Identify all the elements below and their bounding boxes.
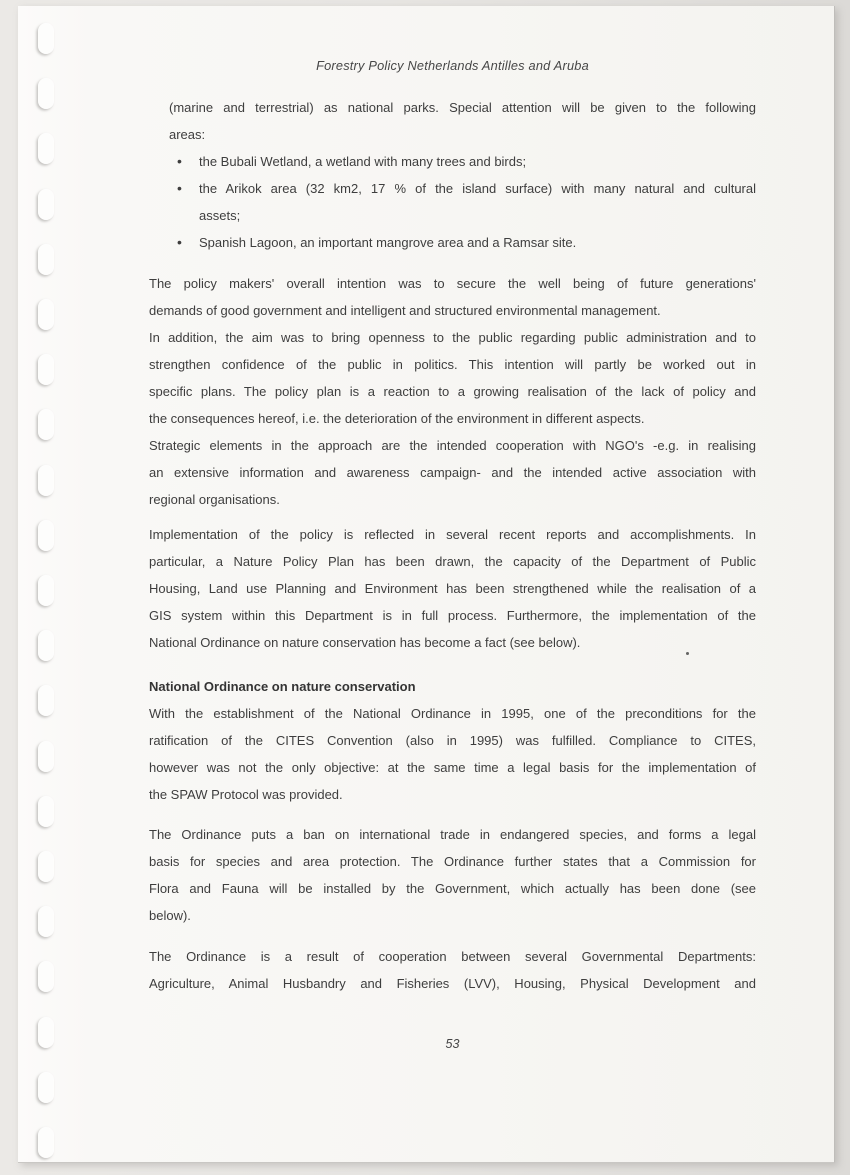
- binding-hole: [38, 796, 54, 827]
- text-line: an extensive information and awareness campaign- and the intended active association with: [149, 465, 756, 480]
- binding-hole: [38, 575, 54, 606]
- text-line: GIS system within this Department is in full process. Furthermore, the implementation of the: [149, 608, 756, 623]
- paragraph: [149, 821, 756, 929]
- binding-hole: [38, 244, 54, 275]
- text-line: (marine and terrestrial) as national parks. Special attention will be given to the following: [169, 100, 756, 115]
- binding-hole: [38, 520, 54, 551]
- binding-hole: [38, 409, 54, 440]
- binding-hole: [38, 851, 54, 882]
- text-line: Strategic elements in the approach are the intended cooperation with NGO's -e.g. in realising: [149, 438, 756, 453]
- binding-hole: [38, 961, 54, 992]
- binding-hole: [38, 685, 54, 716]
- binding-hole: [38, 741, 54, 772]
- paragraph: [149, 270, 756, 324]
- binding-hole: [38, 630, 54, 661]
- list-item: [169, 175, 756, 229]
- binding-hole: [38, 133, 54, 164]
- text-line: ratification of the CITES Convention (also in 1995) was fulfilled. Compliance to CITES,: [149, 733, 756, 748]
- binding-hole: [38, 1072, 54, 1103]
- list-item: [169, 148, 756, 175]
- bullet-icon: •: [177, 153, 182, 169]
- stray-ink-mark: [686, 652, 689, 655]
- binding-hole: [38, 23, 54, 54]
- section-heading: National Ordinance on nature conservation: [149, 679, 416, 694]
- text-line: particular, a Nature Policy Plan has been drawn, the capacity of the Department of Public: [149, 554, 756, 569]
- text-line: demands of good government and intelligent and structured environmental management.: [149, 303, 661, 318]
- binding-hole: [38, 189, 54, 220]
- text-line: strengthen confidence of the public in politics. This intention will partly be worked out in: [149, 357, 756, 372]
- bullet-list: [169, 148, 756, 256]
- list-item-text: [199, 148, 756, 175]
- text-line: assets;: [199, 208, 241, 223]
- text-line: however was not the only objective: at the same time a legal basis for the implementation of: [149, 760, 756, 775]
- text-line: Housing, Land use Planning and Environment has been strengthened while the realisation of a: [149, 581, 756, 596]
- text-line: In addition, the aim was to bring openness to the public regarding public administration and to: [149, 330, 756, 345]
- text-line: Agriculture, Animal Husbandry and Fisheries (LVV), Housing, Physical Development and: [149, 976, 756, 991]
- list-item-text: [199, 175, 756, 229]
- paragraph: [149, 943, 756, 997]
- text-line: below).: [149, 908, 191, 923]
- text-line: Flora and Fauna will be installed by the Government, which actually has been done (see: [149, 881, 756, 896]
- text-line: Spanish Lagoon, an important mangrove area and a Ramsar site.: [199, 235, 577, 250]
- text-line: With the establishment of the National Ordinance in 1995, one of the preconditions for the: [149, 706, 756, 721]
- paragraph: [149, 324, 756, 432]
- paragraph: [149, 521, 756, 656]
- paragraph-continuation: [169, 94, 756, 148]
- text-line: basis for species and area protection. The Ordinance further states that a Commission for: [149, 854, 756, 869]
- running-header: Forestry Policy Netherlands Antilles and Aruba: [316, 58, 589, 73]
- binding-hole: [38, 78, 54, 109]
- page-number: 53: [445, 1037, 460, 1051]
- text-line: Implementation of the policy is reflected in several recent reports and accomplishments. In: [149, 527, 756, 542]
- text-line: The Ordinance puts a ban on international trade in endangered species, and forms a legal: [149, 827, 756, 842]
- text-line: the Bubali Wetland, a wetland with many trees and birds;: [199, 154, 527, 169]
- text-line: The Ordinance is a result of cooperation between several Governmental Departments:: [149, 949, 756, 964]
- binding-hole: [38, 906, 54, 937]
- list-item: [169, 229, 756, 256]
- binding-hole: [38, 465, 54, 496]
- list-item-text: [199, 229, 756, 256]
- text-line: specific plans. The policy plan is a reaction to a growing realisation of the lack of policy and: [149, 384, 756, 399]
- binding-hole: [38, 1017, 54, 1048]
- binding-hole: [38, 299, 54, 330]
- document-page: [18, 6, 835, 1163]
- binding-hole: [38, 354, 54, 385]
- paragraph: [149, 700, 756, 808]
- text-line: the consequences hereof, i.e. the deterioration of the environment in different aspects.: [149, 411, 645, 426]
- bullet-icon: •: [177, 180, 182, 196]
- text-line: regional organisations.: [149, 492, 280, 507]
- text-line: areas:: [169, 127, 206, 142]
- text-line: The policy makers' overall intention was to secure the well being of future generations': [149, 276, 756, 291]
- bullet-icon: •: [177, 234, 182, 250]
- text-line: the SPAW Protocol was provided.: [149, 787, 343, 802]
- binding-hole: [38, 1127, 54, 1158]
- paragraph: [149, 432, 756, 513]
- text-line: National Ordinance on nature conservation has become a fact (see below).: [149, 635, 581, 650]
- text-line: the Arikok area (32 km2, 17 % of the island surface) with many natural and cultural: [199, 181, 756, 196]
